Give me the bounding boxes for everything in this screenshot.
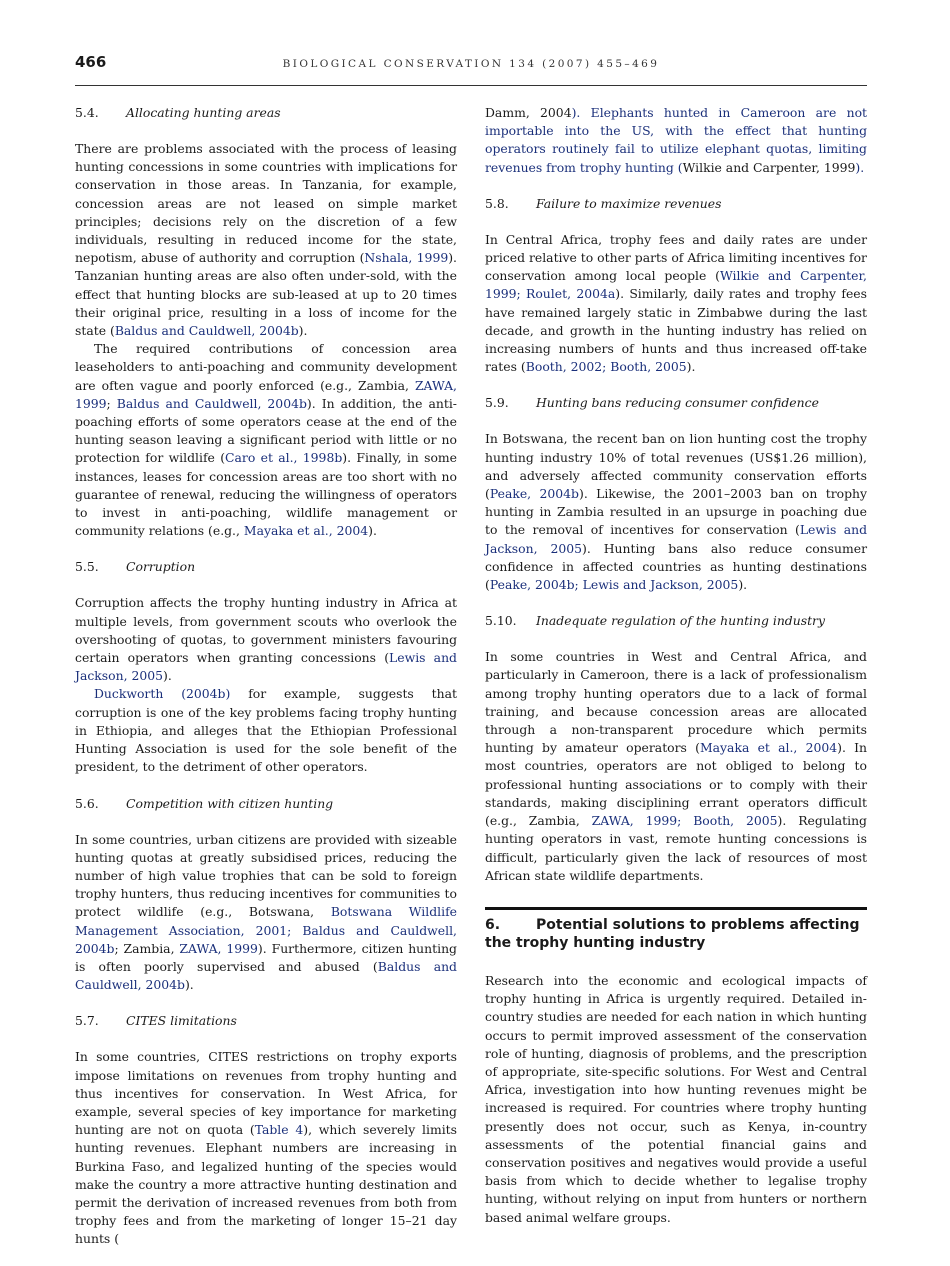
section-heading-6: 6. Potential solutions to problems affecting the trophy hunting industry bbox=[485, 907, 867, 952]
citation-link[interactable]: Mayaka et al., 2004 bbox=[243, 523, 369, 539]
citation-link[interactable]: Mayaka et al., 2004 bbox=[699, 740, 838, 756]
page-header bbox=[75, 50, 867, 80]
citation-link[interactable]: Lewis and Jackson, 2005 bbox=[75, 650, 457, 684]
paragraph: In some countries in West and Central Africa, and particularly in Cameroon, there is a lack of professionalism among trophy hunting operators due to a lack of formal training, and because concession areas are allocated through a non-transparent procedure which permits hunting by amateur operators (Mayaka et al., 2004). In most countries, operators are not obliged to belong to professional hunting associations or to comply with their standards, making disciplining errant operators difficult (e.g., Zambia, ZAWA, 1999; Booth, 2005). Regulating hunting operators in vast, remote hunting concessions is difficult, particularly given the lack of resources of most African state wildlife departments. bbox=[485, 649, 867, 883]
citation-link[interactable]: Baldus and Cauldwell, 2004b bbox=[116, 395, 307, 411]
citation-link[interactable]: Booth, 2002; Booth, 2005 bbox=[525, 359, 687, 375]
citation-link[interactable]: Botswana Wildlife Management Association, 2001; Baldus and Cauldwell, 2004b bbox=[75, 904, 458, 956]
section-heading-5-6: 5.6. Competition with citizen hunting bbox=[75, 795, 334, 811]
citation-link[interactable]: Lewis and Jackson, 2005 bbox=[485, 522, 868, 556]
citation-link[interactable]: Caro et al., 1998b bbox=[225, 450, 343, 466]
section-heading-5-5: 5.5. Corruption bbox=[75, 559, 196, 575]
paragraph: Duckworth (2004b) for example, suggests that corruption is one of the key problems facing trophy hunting in Ethiopia, and alleges that the Ethiopian Professional Hunting Association is used for the sole benefit of the president, to the detriment of other operators. bbox=[75, 686, 457, 775]
section-heading-5-7: 5.7. CITES limitations bbox=[75, 1013, 237, 1029]
paragraph: In Botswana, the recent ban on lion hunting cost the trophy hunting industry 10% of total revenues (US$1.26 million), and adversely affected community conservation efforts (Peake, 2004b). Likewise, the 2001–2003 ban on trophy hunting in Zambia resulted in an upsurge in poaching due to the removal of incentives for conservation (Lewis and Jackson, 2005). Hunting bans also reduce consumer confidence in affected countries as hunting destinations (Peake, 2004b; Lewis and Jackson, 2005). bbox=[485, 431, 868, 593]
paragraph: There are problems associated with the process of leasing hunting concessions in some countries with implications for conservation in those areas. In Tanzania, for example, concession areas are not leased on simple market principles; decisions rely on the discretion of a few individuals, resulting in reduced income for the state, nepotism, abuse of authority and corruption (Nshala, 1999). Tanzanian hunting areas are also often under-sold, with the effect that hunting blocks are sub-leased at up to 20 times their original price, resulting in a loss of income for the state (Baldus and Cauldwell, 2004b). bbox=[75, 141, 457, 339]
citation-link[interactable]: Peake, 2004b; Lewis and Jackson, 2005 bbox=[489, 577, 739, 593]
journal-running-title: BIOLOGICAL CONSERVATION 134 (2007) 455–469 bbox=[282, 58, 660, 70]
page-number: 466 bbox=[75, 53, 107, 71]
paragraph: Research into the economic and ecological impacts of trophy hunting in Africa is urgently required. Detailed in-country studies are needed for each nation in which hunting occurs to permit improved assessment of the conservation role of hunting, diagnosis of problems, and the prescription of appropriate, site-specific solutions. For West and Central Africa, investigation into how hunting revenues might be increased is required. For countries where trophy hunting presently does not occur, such as Kenya, in-country assessments of the potential financial gains and conservation positives and negatives would provide a useful basis from which to decide whether to legalise trophy hunting, without relying on input from hunters or northern based animal welfare groups. bbox=[485, 972, 867, 1225]
paragraph: In Central Africa, trophy fees and daily rates are under priced relative to other parts of Africa limiting incentives for conservation among local people (Wilkie and Carpenter, 1999; Roulet, 2004a). Similarly, daily rates and trophy fees have remained largely static in Zimbabwe during the last decade, and growth in the hunting industry has relied on increasing numbers of hunts and thus increased off-take rates (Booth, 2002; Booth, 2005). bbox=[485, 231, 867, 375]
section-heading-5-10: 5.10. Inadequate regulation of the hunting industry bbox=[485, 613, 825, 629]
section-heading-5-4: 5.4. Allocating hunting areas bbox=[75, 105, 281, 120]
paragraph-continued: Damm, 2004). Elephants hunted in Cameroon are not importable into the US, with the effect that hunting operators routinely fail to utilize elephant quotas, limiting revenues from trophy hunting (Wilkie and Carpenter, 1999). bbox=[485, 105, 868, 175]
citation-link[interactable]: Table 4 bbox=[254, 1122, 304, 1138]
section-heading-5-9: 5.9. Hunting bans reducing consumer confidence bbox=[485, 395, 819, 411]
citation-link[interactable]: ZAWA, 1999 bbox=[179, 940, 258, 956]
left-column bbox=[75, 104, 457, 1249]
citation-link[interactable]: Peake, 2004b bbox=[489, 486, 579, 502]
right-column bbox=[485, 104, 867, 1227]
paragraph: Corruption affects the trophy hunting industry in Africa at multiple levels, from government scouts who overlook the overshooting of quotas, to government ministers favouring certain operators when granting concessions (Lewis and Jackson, 2005). bbox=[75, 595, 457, 684]
paragraph: The required contributions of concession area leaseholders to anti-poaching and community development are often vague and poorly enforced (e.g., Zambia, ZAWA, 1999; Baldus and Cauldwell, 2004b). In addition, the anti-poaching efforts of some operators cease at the end of the hunting season leaving a significant period with little or no protection for wildlife (Caro et al., 1998b). Finally, in some instances, leases for concession areas are too short with no guarantee of renewal, reducing the willingness of operators to invest in anti-poaching, wildlife management or community relations (e.g., Mayaka et al., 2004). bbox=[75, 341, 457, 539]
header-rule bbox=[75, 85, 867, 86]
citation-link[interactable]: Duckworth (2004b) bbox=[94, 686, 231, 702]
citation-link[interactable]: ). Elephants hunted in Cameroon are not importable into the US, with the effect that hunting operators routinely fail to utilize elephant quotas, limiting revenues from trophy hunting ( bbox=[485, 105, 868, 175]
paragraph-split: In some countries, CITES restrictions on trophy exports impose limitations on revenues from trophy hunting and thus incentives for conservation. In West Africa, for example, several species of key importance for marketing hunting are not on quota (Table 4), which severely limits hunting revenues. Elephant numbers are increasing in Burkina Faso, and legalized hunting of the species would make the country a more attractive hunting destination and permit the derivation of increased revenues from both from trophy fees and from the marketing of longer 15–21 day hunts ( bbox=[75, 1049, 457, 1247]
section-heading-5-8: 5.8. Failure to maximize revenues bbox=[485, 195, 722, 211]
citation-link[interactable]: ). bbox=[855, 159, 865, 175]
citation-link[interactable]: Baldus and Cauldwell, 2004b bbox=[75, 958, 457, 993]
citation-link[interactable]: ZAWA, 1999; Booth, 2005 bbox=[591, 813, 778, 829]
citation-link[interactable]: Wilkie and Carpenter, 1999; Roulet, 2004a bbox=[485, 268, 867, 302]
paragraph: In some countries, urban citizens are provided with sizeable hunting quotas at greatly subsidised prices, reducing the number of high value trophies that can be sold to foreign trophy hunters, thus reducing incentives for communities to protect wildlife (e.g., Botswana, Botswana Wildlife Management Association, 2001; Baldus and Cauldwell, 2004b; Zambia, ZAWA, 1999). Furthermore, citizen hunting is often poorly supervised and abused (Baldus and Cauldwell, 2004b). bbox=[75, 831, 458, 993]
citation-link[interactable]: Nshala, 1999 bbox=[364, 250, 449, 266]
citation-link[interactable]: ZAWA, 1999 bbox=[75, 377, 457, 411]
citation-link[interactable]: Baldus and Cauldwell, 2004b bbox=[114, 323, 299, 339]
